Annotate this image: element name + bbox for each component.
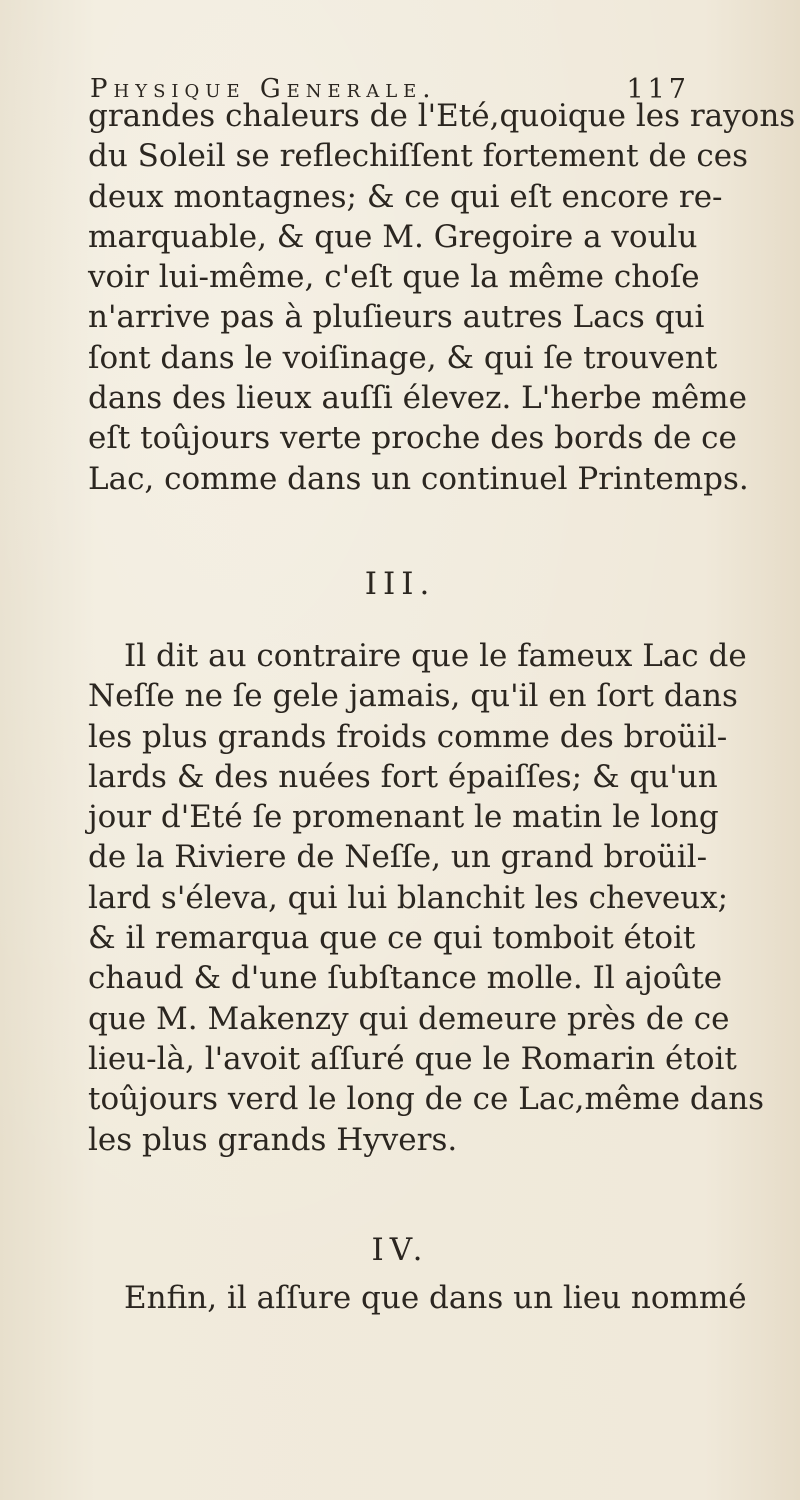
- text-line: lieu-là, l'avoit aſſuré que le Romarin étoit: [88, 1040, 737, 1077]
- text-line: Enfin, il aſſure que dans un lieu nommé: [124, 1280, 747, 1316]
- section-4-paragraph: [88, 1278, 747, 1318]
- section-heading-4: IV.: [371, 1232, 429, 1268]
- text-line: que M. Makenzy qui demeure près de ce: [88, 1000, 730, 1037]
- text-line: Neſſe ne ſe gele jamais, qu'il en ſort dans: [88, 678, 738, 715]
- text-line: du Soleil se reflechiſſent fortement de ces: [88, 138, 749, 175]
- text-line: grandes chaleurs de l'Eté,quoique les rayons: [88, 98, 796, 134]
- text-line: lards & des nuées fort épaiſſes; & qu'un: [88, 758, 718, 795]
- text-line: Lac, comme dans un continuel Printemps.: [88, 460, 749, 497]
- text-line: lard s'éleva, qui lui blanchit les cheveux;: [88, 879, 729, 916]
- section-heading-3: III.: [364, 566, 436, 602]
- text-line: marquable, & que M. Gregoire a voulu: [88, 218, 698, 255]
- text-line: Il dit au contraire que le fameux Lac de: [124, 638, 747, 674]
- text-line: ſont dans le voiſinage, & qui ſe trouvent: [88, 339, 718, 376]
- text-line: deux montagnes; & ce qui eſt encore re-: [88, 178, 723, 215]
- text-line: chaud & d'une ſubſtance molle. Il ajoûte: [88, 960, 723, 997]
- text-line: eſt toûjours verte proche des bords de ce: [88, 420, 737, 457]
- text-line: dans des lieux auſſi élevez. L'herbe même: [88, 380, 747, 417]
- section-3-paragraph: [88, 636, 765, 1160]
- text-line: de la Riviere de Neſſe, un grand broüil-: [88, 839, 708, 876]
- text-line: jour d'Eté ſe promenant le matin le long: [88, 799, 719, 836]
- page-number: 117: [626, 74, 690, 105]
- running-head: Physique Generale.: [90, 74, 437, 104]
- continuation-paragraph: [88, 96, 796, 499]
- text-line: & il remarqua que ce qui tomboit étoit: [88, 920, 696, 957]
- text-line: les plus grands froids comme des broüil-: [88, 718, 728, 755]
- text-line: voir lui-même, c'eſt que la même choſe: [88, 259, 700, 296]
- text-line: n'arrive pas à pluſieurs autres Lacs qui: [88, 299, 705, 336]
- text-line: les plus grands Hyvers.: [88, 1121, 458, 1158]
- text-line: toûjours verd le long de ce Lac,même dans: [88, 1081, 765, 1118]
